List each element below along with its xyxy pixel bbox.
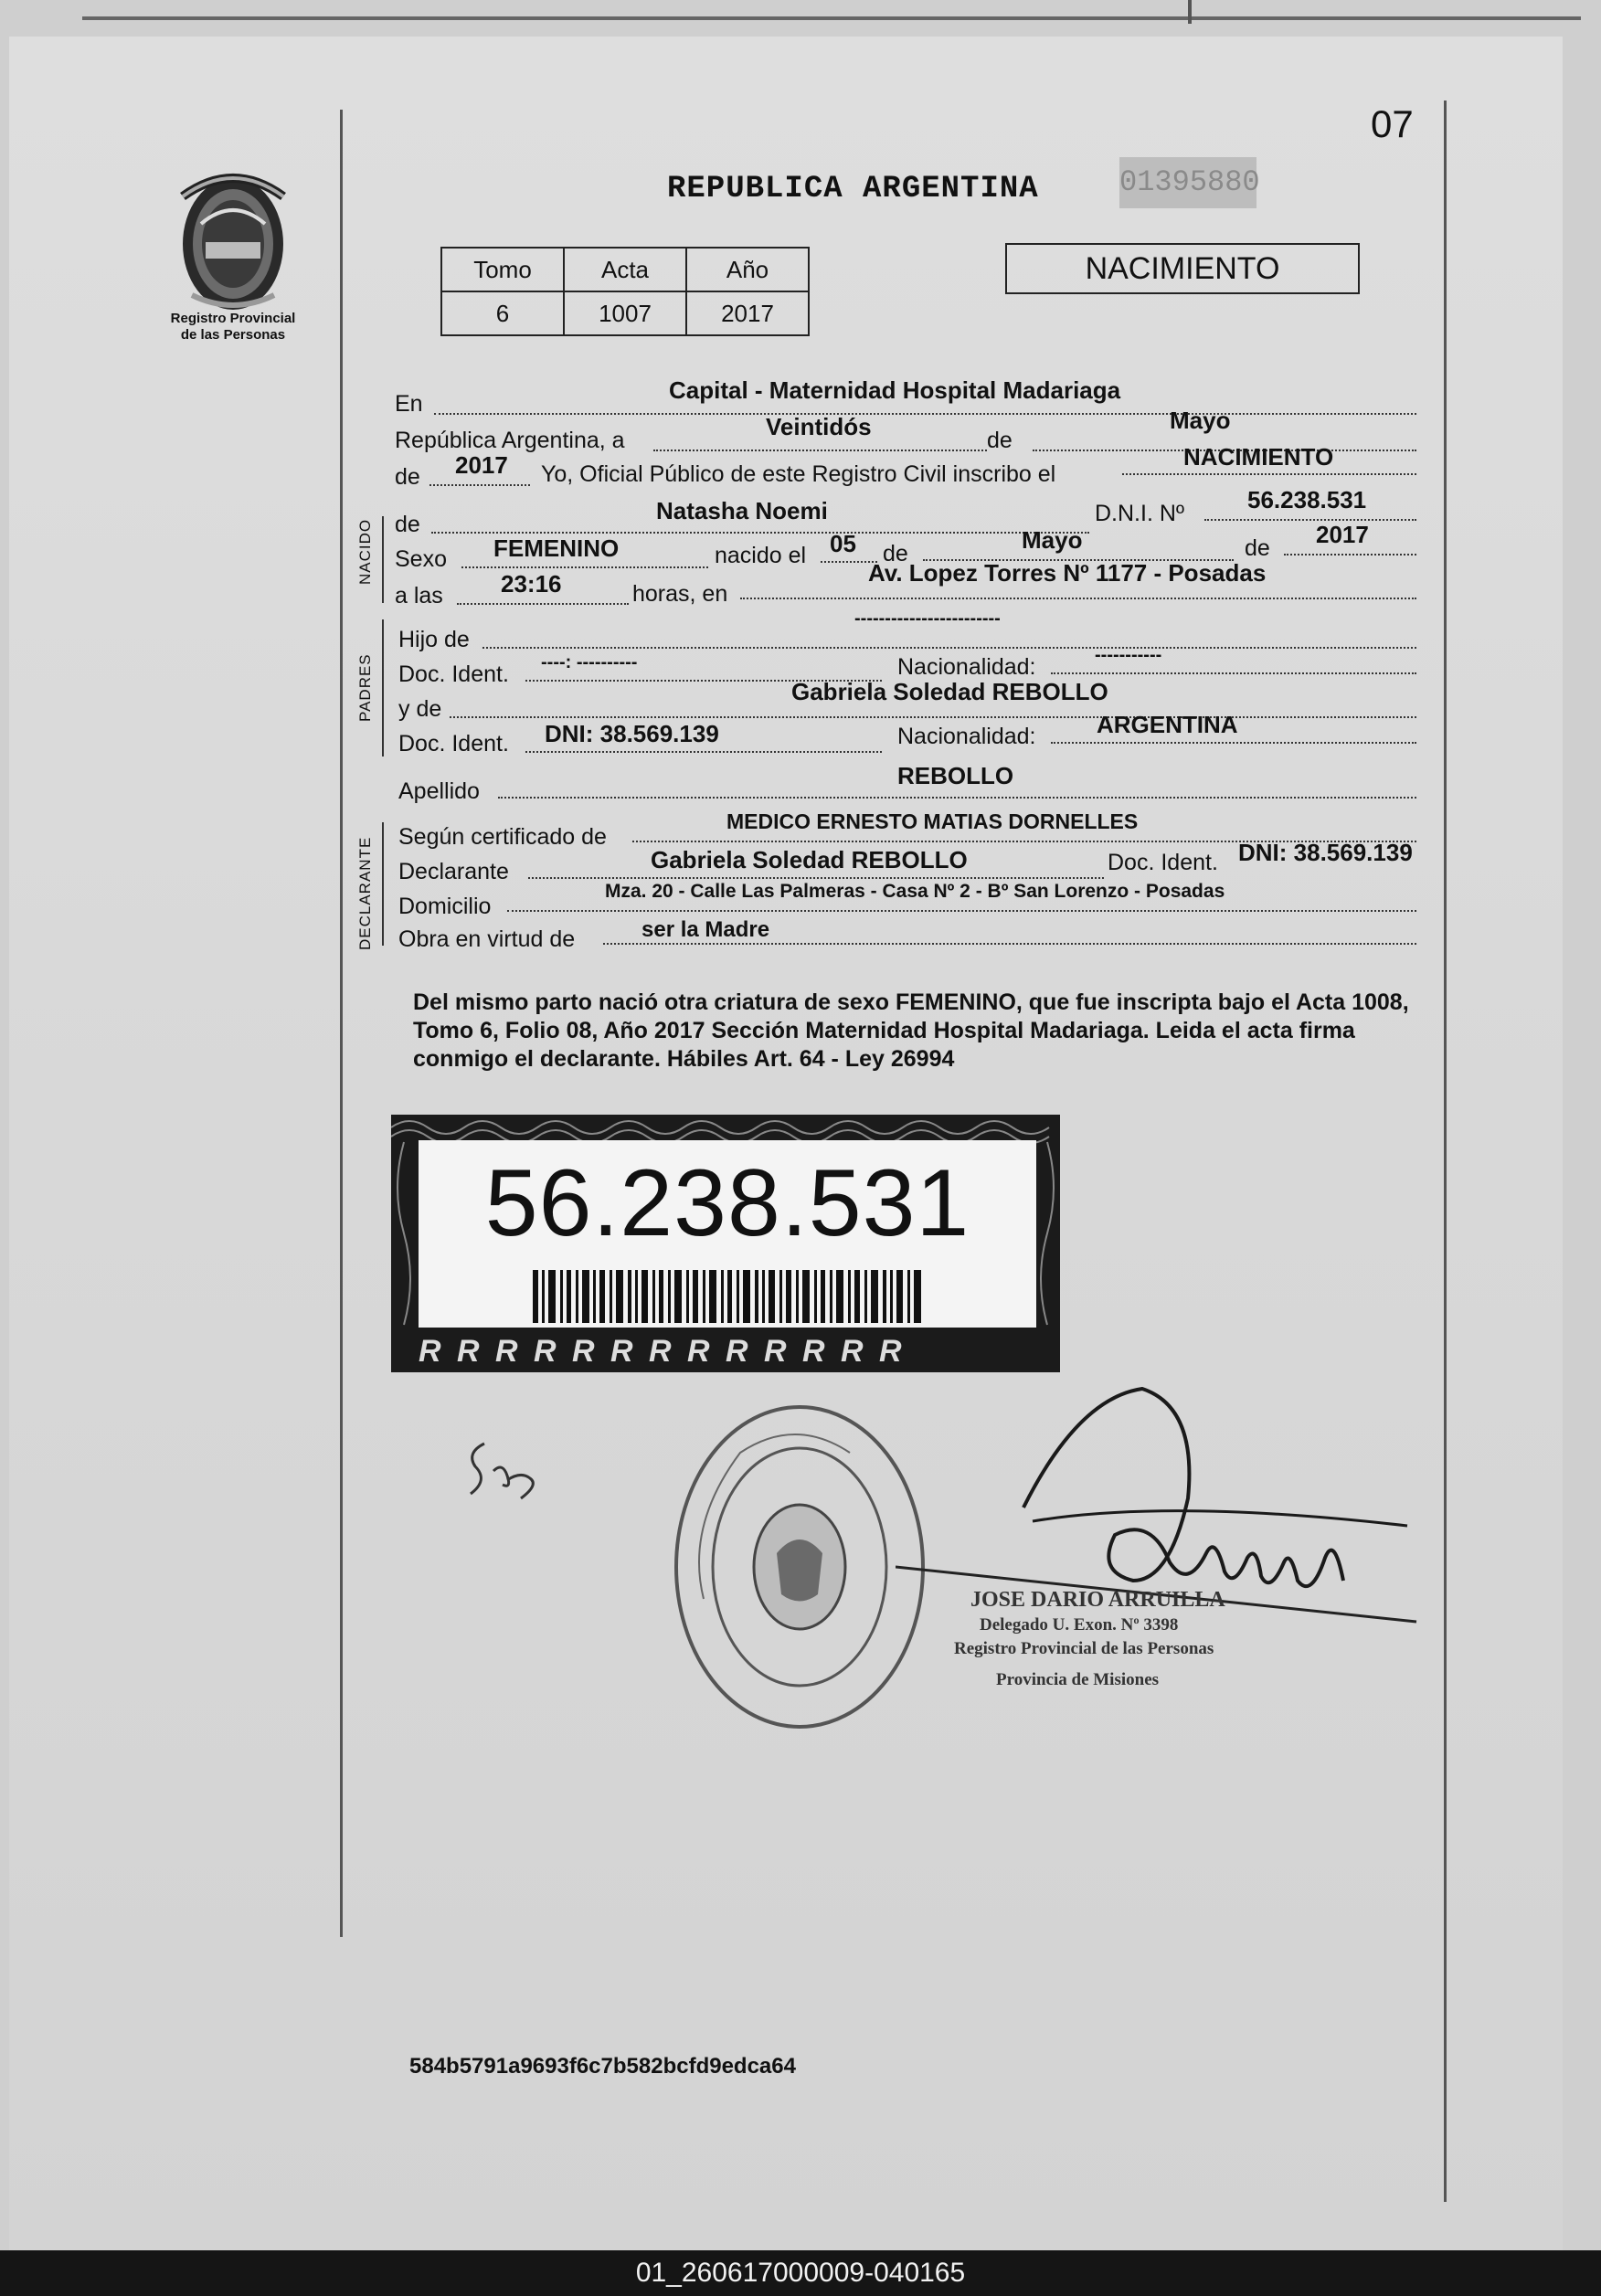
line-acto: [1122, 473, 1416, 475]
line-dni: [1204, 519, 1416, 521]
record-table-header: [441, 248, 809, 291]
barcode-number: 56.238.531: [484, 1150, 970, 1256]
label-de-anio: de: [395, 464, 420, 490]
official-stamp-icon: [667, 1398, 932, 1736]
value-dni: 56.238.531: [1247, 486, 1367, 513]
signatory-line1: Delegado U. Exon. Nº 3398: [980, 1615, 1179, 1635]
top-edge-tick: [1188, 0, 1192, 24]
value-domicilio-nac: Av. Lopez Torres Nº 1177 - Posadas: [868, 559, 1267, 587]
record-table: [440, 247, 810, 336]
value-mes: Mayo: [1170, 407, 1231, 434]
value-obra: ser la Madre: [641, 917, 770, 942]
document-title: REPUBLICA ARGENTINA: [667, 172, 1039, 206]
line-nombre: [431, 532, 1089, 534]
value-mes-nac: Mayo: [1022, 526, 1083, 554]
security-pattern: R R R R R R R R R R R R R: [419, 1334, 906, 1369]
barcode-panel: [419, 1140, 1036, 1328]
document-hash: 584b5791a9693f6c7b582bcfd9edca64: [409, 2054, 796, 2079]
value-certificado: MEDICO ERNESTO MATIAS DORNELLES: [726, 809, 1139, 833]
label-sexo: Sexo: [395, 546, 447, 572]
label-y-de: y de: [398, 696, 442, 722]
left-margin-line: [340, 110, 343, 1937]
declarante-bar: [382, 822, 384, 946]
value-nac-madre: ARGENTINA: [1097, 711, 1238, 738]
province-seal-icon: [164, 169, 302, 315]
value-sexo: FEMENINO: [493, 534, 620, 562]
label-de-anio-nac: de: [1245, 535, 1270, 561]
line-domicilio: [507, 910, 1416, 912]
label-doc-ident-padre: Doc. Ident.: [398, 661, 509, 687]
value-anio: 2017: [455, 451, 508, 479]
value-madre: Gabriela Soledad REBOLLO: [791, 678, 1108, 705]
value-doc-padre: ----: ----------: [541, 652, 638, 672]
label-de-mes-nac: de: [883, 541, 908, 566]
label-doc-ident-declarante: Doc. Ident.: [1108, 850, 1218, 875]
record-table-values: [441, 291, 809, 335]
registry-label: [146, 311, 320, 344]
value-doc-madre: DNI: 38.569.139: [545, 720, 719, 747]
value-nac-padre: -----------: [1095, 645, 1162, 665]
value-tomo: 6: [441, 291, 564, 335]
line-en: [434, 413, 1416, 415]
dni-barcode-card: [391, 1115, 1060, 1372]
line-dia: [653, 450, 987, 451]
line-sexo: [461, 566, 708, 568]
label-republica: República Argentina, a: [395, 428, 625, 453]
label-de-mes: de: [987, 428, 1013, 453]
label-a-las: a las: [395, 583, 443, 608]
line-madre: [450, 716, 1416, 718]
line-hora: [457, 603, 629, 605]
label-nacido-el: nacido el: [715, 543, 807, 568]
label-hijo-de: Hijo de: [398, 627, 470, 652]
padres-bar: [382, 619, 384, 757]
value-declarante: Gabriela Soledad REBOLLO: [651, 846, 968, 873]
serial-number: 01395880: [1119, 157, 1256, 208]
page-number: 07: [1371, 102, 1414, 145]
signatory-line3: Provincia de Misiones: [996, 1670, 1160, 1689]
section-padres: PADRES: [356, 653, 374, 722]
registry-label-line1: Registro Provincial: [170, 311, 296, 326]
line-padre: [482, 647, 1416, 649]
header-tomo: Tomo: [441, 248, 564, 291]
label-nacionalidad-padre: Nacionalidad:: [897, 654, 1036, 680]
label-dni: D.N.I. Nº: [1095, 501, 1185, 526]
value-acto: NACIMIENTO: [1183, 443, 1334, 471]
nacido-bar: [382, 516, 384, 603]
top-edge-line: [82, 16, 1581, 20]
label-yo-oficial: Yo, Oficial Público de este Registro Civil inscribo el: [541, 461, 1056, 487]
label-apellido: Apellido: [398, 778, 480, 804]
value-dia: Veintidós: [766, 413, 872, 440]
label-domicilio: Domicilio: [398, 894, 492, 919]
right-margin-line: [1444, 101, 1447, 2202]
value-lugar: Capital - Maternidad Hospital Madariaga: [669, 376, 1121, 404]
section-nacido: NACIDO: [356, 518, 374, 585]
value-acta: 1007: [564, 291, 686, 335]
label-segun: Según certificado de: [398, 824, 607, 850]
value-apellido: REBOLLO: [897, 762, 1014, 789]
barcode-icon: [533, 1270, 926, 1323]
line-nac-madre: [1051, 742, 1416, 744]
line-doc-madre: [525, 751, 882, 753]
signatory-line2: Registro Provincial de las Personas: [954, 1639, 1214, 1658]
line-domicilio-nac: [740, 598, 1416, 599]
label-doc-ident-madre: Doc. Ident.: [398, 731, 509, 757]
registry-label-line2: de las Personas: [180, 327, 286, 343]
signatory-name: JOSE DARIO ARRUILLA: [970, 1588, 1225, 1612]
observation-note: Del mismo parto nació otra criatura de sexo FEMENINO, que fue inscripta bajo el Acta 1008, Tomo 6, Folio 08, Año 2017 Sección Maternidad Hospital Madariaga. Leida el acta firma conmigo el declarante. Hábiles Art. 64 - Ley 26994: [413, 989, 1409, 1072]
label-obra: Obra en virtud de: [398, 926, 576, 952]
file-id-footer: 01_260617000009-040165: [0, 2250, 1601, 2296]
value-hora: 23:16: [501, 570, 562, 598]
initials-icon: [457, 1434, 548, 1508]
value-domicilio: Mza. 20 - Calle Las Palmeras - Casa Nº 2 - Bº San Lorenzo - Posadas: [605, 881, 1225, 902]
line-apellido: [498, 797, 1416, 799]
value-padre: ------------------------: [854, 608, 1001, 629]
label-horas-en: horas, en: [632, 581, 728, 607]
label-de-nombre: de: [395, 512, 420, 537]
label-nacionalidad-madre: Nacionalidad:: [897, 724, 1036, 749]
header-anio: Año: [686, 248, 809, 291]
label-en: En: [395, 391, 423, 417]
value-nombre: Natasha Noemi: [656, 497, 828, 524]
line-nac-padre: [1051, 672, 1416, 674]
value-anio: 2017: [686, 291, 809, 335]
section-declarante: DECLARANTE: [356, 836, 374, 950]
header-acta: Acta: [564, 248, 686, 291]
line-anio: [429, 484, 530, 486]
value-dia-nac: 05: [830, 530, 856, 557]
label-declarante: Declarante: [398, 859, 509, 884]
line-obra: [603, 943, 1416, 945]
record-type-box: NACIMIENTO: [1005, 243, 1360, 294]
line-declarante: [528, 877, 1104, 879]
line-anio-nac: [1284, 554, 1416, 555]
value-anio-nac: 2017: [1316, 521, 1369, 548]
value-doc-declarante: DNI: 38.569.139: [1238, 839, 1413, 866]
